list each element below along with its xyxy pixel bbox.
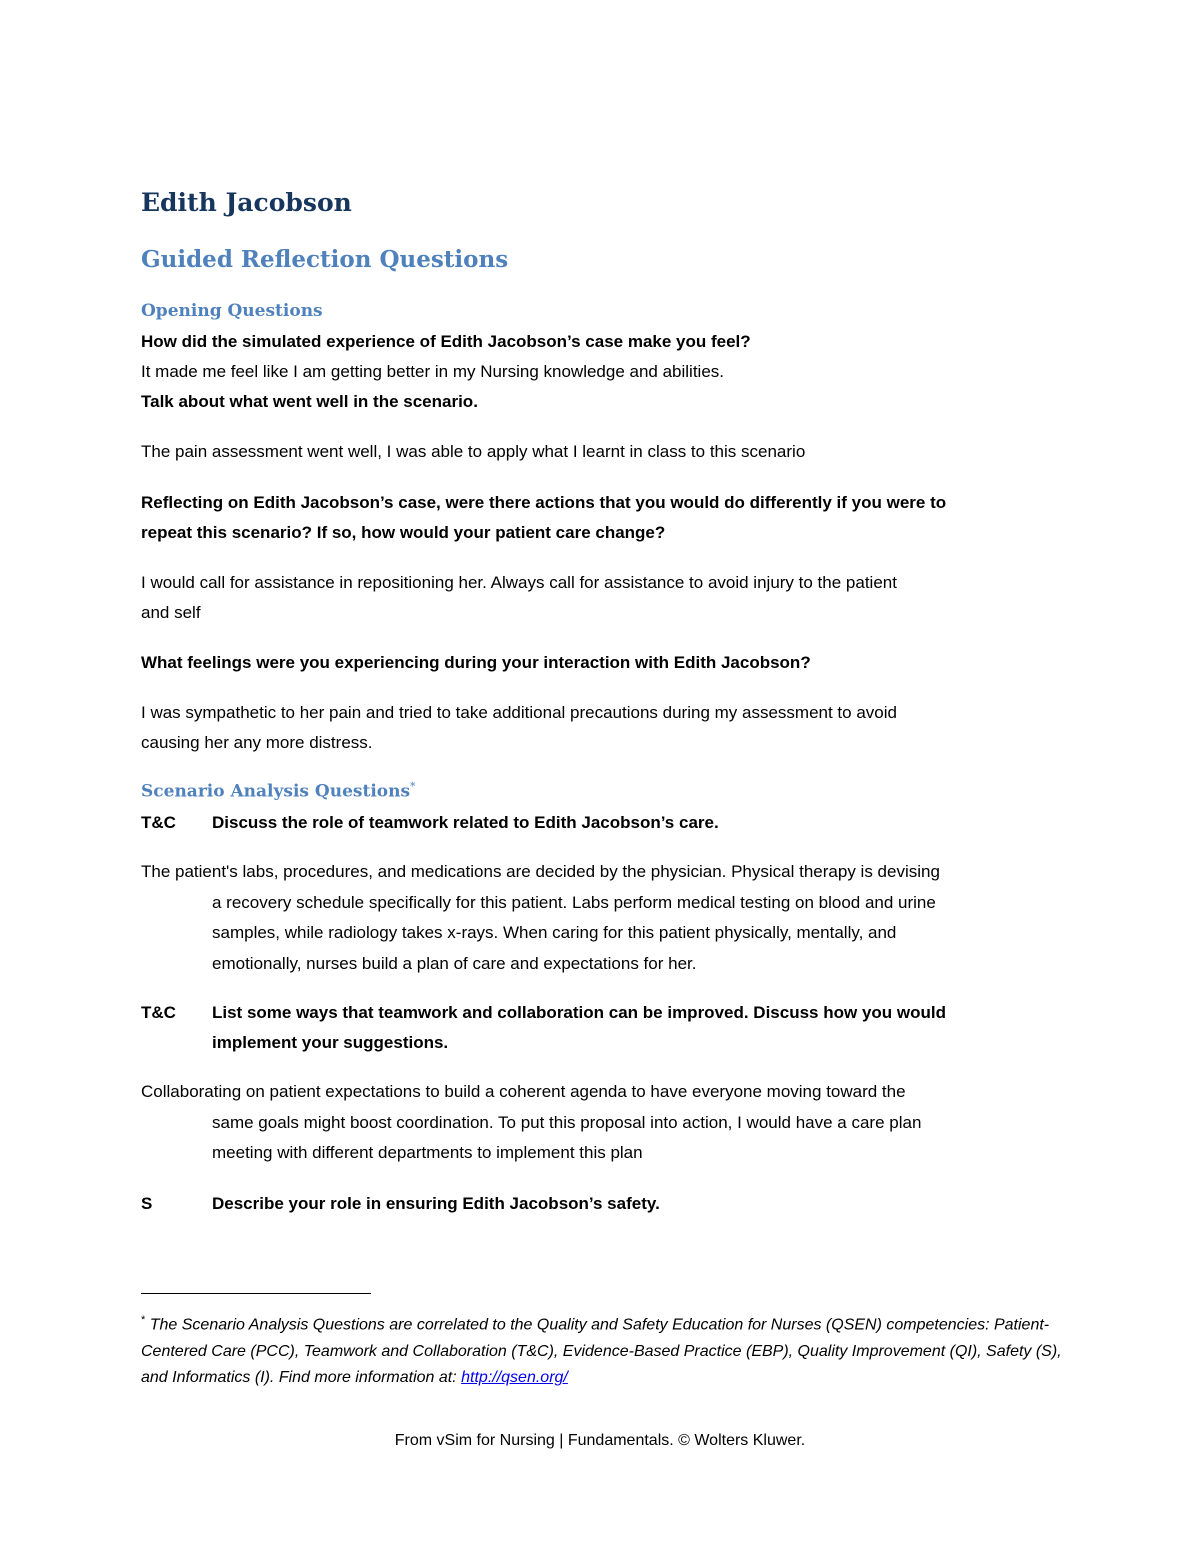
opening-answer-3-line-1: I would call for assistance in repositioning her. Always call for assistance to avoid injury to the patient <box>141 573 897 592</box>
opening-answer-4-line-2: causing her any more distress. <box>141 733 373 752</box>
competency-code: T&C <box>141 1003 176 1022</box>
footnote-text: The Scenario Analysis Questions are correlated to the Quality and Safety Education for Nurses (QSEN) competencies: Patient-Centered Care (PCC), Teamwork and Collaboration (T&C), Evidence-Based Practice (EBP), Quality Improvement (QI), Safety (S), and Informatics (I). Find more information at: <box>141 1316 1062 1387</box>
footnote-separator <box>141 1293 371 1294</box>
opening-answer-4-line-1: I was sympathetic to her pain and tried to take additional precautions during my assessment to avoid <box>141 703 897 722</box>
analysis-question-2-line-1: List some ways that teamwork and collaboration can be improved. Discuss how you would <box>212 1003 946 1022</box>
footnote-reference-mark: * <box>410 780 416 793</box>
analysis-answer-1-line-2: a recovery schedule specifically for this patient. Labs perform medical testing on blood and urine <box>212 892 936 912</box>
footnote <box>141 1307 1081 1392</box>
opening-questions-heading: Opening Questions <box>141 301 323 321</box>
analysis-answer-1-line-4: emotionally, nurses build a plan of care and expectations for her. <box>212 953 697 973</box>
opening-question-4: What feelings were you experiencing during your interaction with Edith Jacobson? <box>141 653 811 672</box>
document-subtitle: Guided Reflection Questions <box>141 246 509 273</box>
opening-question-2: Talk about what went well in the scenario. <box>141 392 478 411</box>
analysis-question-1: Discuss the role of teamwork related to Edith Jacobson’s care. <box>212 813 719 832</box>
opening-question-3-line-2: repeat this scenario? If so, how would your patient care change? <box>141 523 666 542</box>
analysis-question-3: Describe your role in ensuring Edith Jacobson’s safety. <box>212 1194 660 1213</box>
competency-code: S <box>141 1194 153 1213</box>
analysis-answer-1 <box>141 857 1081 979</box>
analysis-answer-1-first-line: The patient's labs, procedures, and medications are decided by the physician. Physical therapy is devising <box>141 862 940 881</box>
page-footer: From vSim for Nursing | Fundamentals. © Wolters Kluwer. <box>394 1432 806 1449</box>
opening-answer-1: It made me feel like I am getting better in my Nursing knowledge and abilities. <box>141 362 725 381</box>
footnote-mark: * <box>141 1314 146 1326</box>
opening-answer-3-line-2: and self <box>141 603 201 622</box>
competency-code: T&C <box>141 813 176 832</box>
analysis-answer-1-line-3: samples, while radiology takes x-rays. When caring for this patient physically, mentally, and <box>212 923 897 942</box>
qsen-link[interactable]: http://qsen.org/ <box>461 1369 568 1387</box>
analysis-answer-2-line-2: same goals might boost coordination. To put this proposal into action, I would have a care plan <box>212 1112 922 1132</box>
opening-answer-2: The pain assessment went well, I was able to apply what I learnt in class to this scenario <box>141 442 806 461</box>
document-title: Edith Jacobson <box>141 188 352 217</box>
scenario-analysis-heading-text: Scenario Analysis Questions <box>141 781 411 802</box>
analysis-answer-2-line-3: meeting with different departments to implement this plan <box>212 1143 643 1162</box>
analysis-answer-2-first-line: Collaborating on patient expectations to build a coherent agenda to have everyone moving toward the <box>141 1082 906 1101</box>
analysis-question-2-line-2: implement your suggestions. <box>212 1033 449 1052</box>
scenario-analysis-heading <box>141 780 416 802</box>
opening-question-3-line-1: Reflecting on Edith Jacobson’s case, were there actions that you would do differently if you were to <box>141 493 947 512</box>
analysis-answer-2 <box>141 1077 1081 1169</box>
opening-question-1: How did the simulated experience of Edith Jacobson’s case make you feel? <box>141 332 751 351</box>
